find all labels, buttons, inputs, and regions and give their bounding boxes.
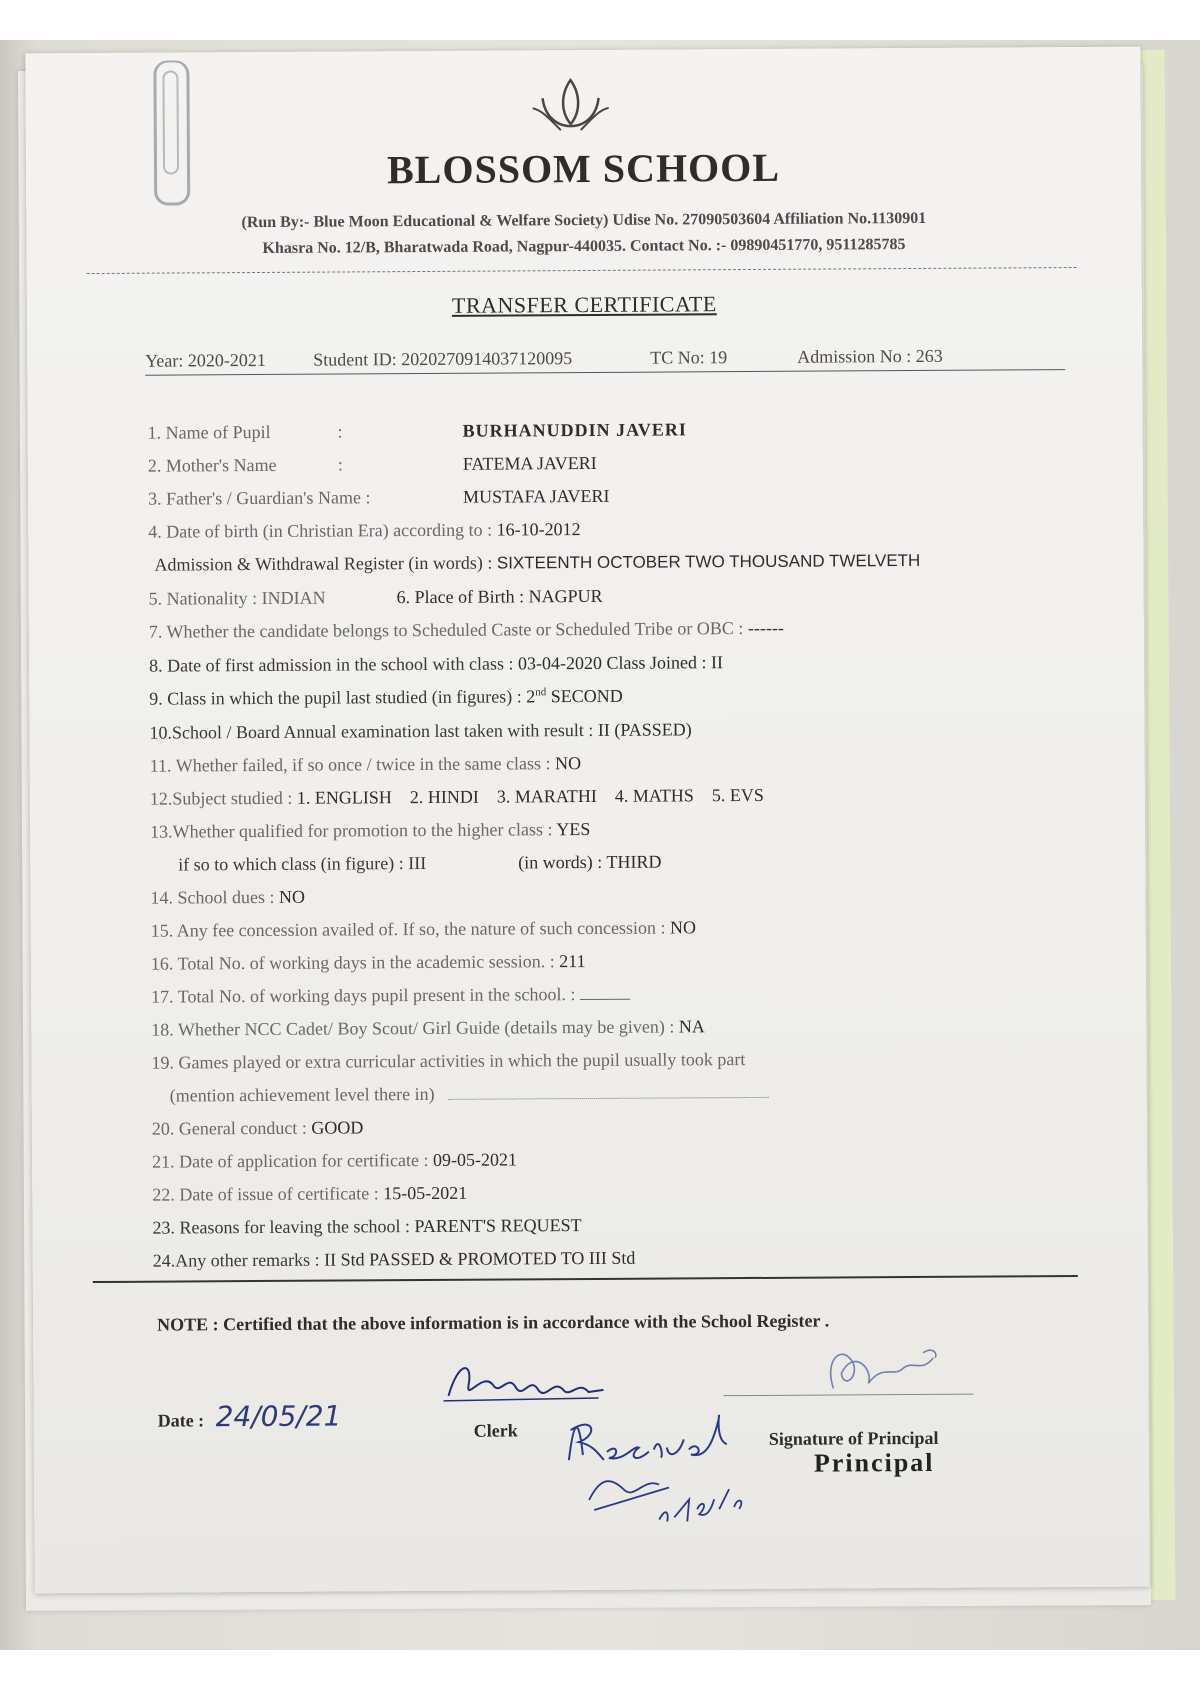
header-divider xyxy=(87,267,1077,274)
field-whether-failed: 11. Whether failed, if so once / twice in the same class : NO xyxy=(149,753,582,776)
field-date-of-birth: 4. Date of birth (in Christian Era) according to : 16-10-2012 xyxy=(148,519,581,542)
principal-signature-label: Signature of Principal xyxy=(768,1427,939,1449)
dob-value: 16-10-2012 xyxy=(496,519,581,540)
clerk-label: Clerk xyxy=(473,1420,518,1441)
field-exam-result: 10.School / Board Annual examination last taken with result : II (PASSED) xyxy=(149,719,692,743)
dob-words-value: SIXTEENTH OCTOBER TWO THOUSAND TWELVETH xyxy=(496,550,921,573)
field-general-conduct: 20. General conduct : GOOD xyxy=(151,1117,364,1139)
tc-number-value: TC No: 19 xyxy=(650,347,728,368)
pupil-name-value: BURHANUDDIN JAVERI xyxy=(462,419,687,441)
field-other-remarks: 24.Any other remarks : II Std PASSED & PROMOTED TO III Std xyxy=(152,1247,636,1271)
student-id-value: Student ID: 2020270914037120095 xyxy=(313,348,573,370)
field-days-present: 17. Total No. of working days pupil present in the school. : xyxy=(151,984,630,1008)
certificate-meta xyxy=(145,345,1065,381)
received-handwritten-note xyxy=(548,1359,779,1530)
certificate-title: TRANSFER CERTIFICATE xyxy=(451,291,717,318)
handwritten-date: 24/05/21 xyxy=(215,1399,342,1434)
mother-name-value: FATEMA JAVERI xyxy=(462,452,597,474)
field-working-days: 16. Total No. of working days in the academic session. : 211 xyxy=(150,951,586,974)
field-promotion: 13.Whether qualified for promotion to the higher class : YES xyxy=(150,818,591,842)
year-value: Year: 2020-2021 xyxy=(145,349,266,371)
principal-stamp: Principal xyxy=(813,1447,935,1478)
field-caste-category: 7. Whether the candidate belongs to Scheduled Caste or Scheduled Tribe or OBC : ------ xyxy=(148,617,784,642)
field-promotion-class: if so to which class (in figure) : III (in words) : THIRD xyxy=(178,851,662,875)
achievement-blank xyxy=(449,1083,769,1100)
field-dob-in-words: Admission & Withdrawal Register (in words) : SIXTEENTH OCTOBER TWO THOUSAND TWELVETH xyxy=(154,550,921,575)
field-school-dues: 14. School dues : NO xyxy=(150,886,306,908)
certification-note: NOTE : Certified that the above information is in accordance with the School Register . xyxy=(157,1310,830,1335)
nationality-value: 5. Nationality : INDIAN xyxy=(148,587,326,609)
admission-number-value: Admission No : 263 xyxy=(797,345,943,367)
field-first-admission: 8. Date of first admission in the school with class : 03-04-2020 Class Joined : II xyxy=(148,652,724,676)
field-leaving-reason: 23. Reasons for leaving the school : PARENT'S REQUEST xyxy=(152,1215,582,1238)
father-name-value: MUSTAFA JAVERI xyxy=(462,485,610,507)
school-name: BLOSSOM SCHOOL xyxy=(386,144,781,193)
field-mother-name: 2. Mother's Name : FATEMA JAVERI xyxy=(147,452,597,476)
field-last-class: 9. Class in which the pupil last studied (in figures) : 2nd SECOND xyxy=(149,685,623,709)
place-of-birth-value: 6. Place of Birth : NAGPUR xyxy=(396,585,603,608)
field-fee-concession: 15. Any fee concession availed of. If so, the nature of such concession : NO xyxy=(150,917,697,941)
field-application-date: 21. Date of application for certificate : 09-05-2021 xyxy=(152,1149,518,1172)
principal-signature xyxy=(813,1338,953,1399)
field-subjects: 12.Subject studied : 1. ENGLISH 2. HINDI 3. MARATHI 4. MATHS 5. EVS xyxy=(149,784,764,809)
transfer-certificate-page xyxy=(25,47,1149,1594)
footer-divider xyxy=(93,1275,1078,1283)
school-address-line2: Khasra No. 12/B, Bharatwada Road, Nagpur-440035. Contact No. :- 09890451770, 9511285785 xyxy=(262,236,906,257)
lotus-logo-icon xyxy=(530,72,610,142)
field-name-of-pupil: 1. Name of Pupil : BURHANUDDIN JAVERI xyxy=(147,419,687,443)
days-present-blank xyxy=(580,985,630,1000)
date-label: Date : xyxy=(157,1410,205,1431)
field-games-achievement: (mention achievement level there in) xyxy=(170,1082,770,1107)
school-address-line1: (Run By:- Blue Moon Educational & Welfare Society) Udise No. 27090503604 Affiliation No.1130901 xyxy=(241,209,927,232)
field-games: 19. Games played or extra curricular activities in which the pupil usually took part xyxy=(151,1049,746,1073)
field-issue-date: 22. Date of issue of certificate : 15-05-2021 xyxy=(152,1182,468,1205)
field-nationality-birthplace xyxy=(148,585,603,610)
field-ncc-scout: 18. Whether NCC Cadet/ Boy Scout/ Girl Guide (details may be given) : NA xyxy=(151,1016,705,1040)
field-father-name: 3. Father's / Guardian's Name : MUSTAFA JAVERI xyxy=(147,485,610,509)
